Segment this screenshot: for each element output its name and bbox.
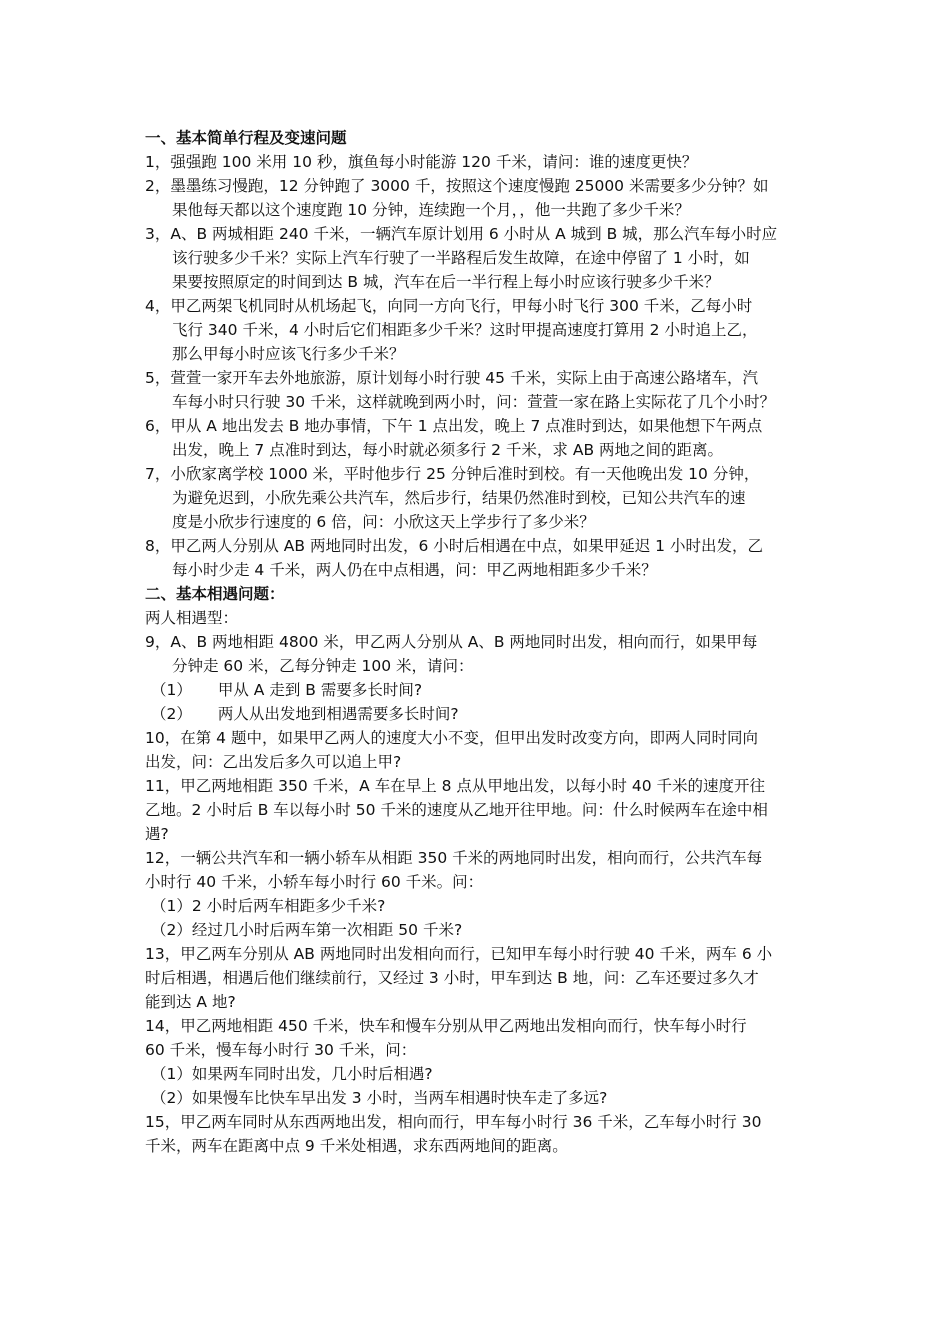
problem-line: 13，甲乙两车分别从 AB 两地同时出发相向而行，已知甲车每小时行驶 40 千米，两车 6 小 — [145, 945, 773, 963]
problem-line: 千米，两车在距离中点 9 千米处相遇，求东西两地间的距离。 — [145, 1137, 568, 1155]
section-2-title: 二、基本相遇问题： — [145, 585, 285, 603]
problem-14 — [145, 1014, 810, 1110]
problem-line: 飞行 340 千米，4 小时后它们相距多少千米？这时甲提高速度打算用 2 小时追上乙， — [172, 321, 758, 339]
problem-line: 4，甲乙两架飞机同时从机场起飞，向同一方向飞行，甲每小时飞行 300 千米，乙每小时 — [145, 297, 753, 315]
sub-question: （1）如果两车同时出发，几小时后相遇? — [151, 1065, 433, 1083]
problem-line: 能到达 A 地? — [145, 993, 236, 1011]
section-1-title: 一、基本简单行程及变速问题 — [145, 129, 347, 147]
document-content — [145, 126, 810, 1158]
problem-line: 出发，问：乙出发后多久可以追上甲? — [145, 753, 402, 771]
sub-question-number: （1） — [151, 681, 192, 699]
problem-line: 2，墨墨练习慢跑，12 分钟跑了 3000 千，按照这个速度慢跑 25000 米需要多少分钟？如 — [145, 177, 769, 195]
problem-line: 5，萱萱一家开车去外地旅游，原计划每小时行驶 45 千米，实际上由于高速公路堵车，汽 — [145, 369, 758, 387]
problem-line: 7，小欣家离学校 1000 米，平时他步行 25 分钟后准时到校。有一天他晚出发 10 分钟， — [145, 465, 760, 483]
problem-line: 14，甲乙两地相距 450 千米，快车和慢车分别从甲乙两地出发相向而行，快车每小时行 — [145, 1017, 747, 1035]
problem-line: 10，在第 4 题中，如果甲乙两人的速度大小不变，但甲出发时改变方向，即两人同时同向 — [145, 729, 758, 747]
problem-8 — [145, 534, 810, 582]
section-2-subtype: 两人相遇型： — [145, 609, 239, 627]
problem-line: 为避免迟到，小欣先乘公共汽车，然后步行，结果仍然准时到校，已知公共汽车的速 — [172, 489, 746, 507]
problem-12 — [145, 846, 810, 942]
problem-9 — [145, 630, 810, 726]
sub-question: （2）如果慢车比快车早出发 3 小时，当两车相遇时快车走了多远? — [151, 1089, 608, 1107]
problem-line: 每小时少走 4 千米，两人仍在中点相遇，问：甲乙两地相距多少千米？ — [172, 561, 657, 579]
problem-7 — [145, 462, 810, 534]
problem-line: 15，甲乙两车同时从东西两地出发，相向而行，甲车每小时行 36 千米，乙车每小时行 30 — [145, 1113, 762, 1131]
problem-1 — [145, 150, 810, 174]
problem-line: 8，甲乙两人分别从 AB 两地同时出发，6 小时后相遇在中点，如果甲延迟 1 小时出发，乙 — [145, 537, 763, 555]
sub-question-text: 甲从 A 走到 B 需要多长时间? — [217, 681, 423, 699]
problem-10 — [145, 726, 810, 774]
problem-4 — [145, 294, 810, 366]
problem-line: 遇? — [145, 825, 169, 843]
problem-line: 3，A、B 两城相距 240 千米，一辆汽车原计划用 6 小时从 A 城到 B 城，那么汽车每小时应 — [145, 225, 778, 243]
sub-question — [145, 678, 810, 702]
problem-line: 时后相遇，相遇后他们继续前行，又经过 3 小时，甲车到达 B 地，问：乙车还要过多久才 — [145, 969, 759, 987]
problem-line: 该行驶多少千米？实际上汽车行驶了一半路程后发生故障，在途中停留了 1 小时，如 — [172, 249, 750, 267]
problem-line: 小时行 40 千米，小轿车每小时行 60 千米。问： — [145, 873, 484, 891]
problem-line: 乙地。2 小时后 B 车以每小时 50 千米的速度从乙地开往甲地。问：什么时候两车在途中相 — [145, 801, 768, 819]
problem-2 — [145, 174, 810, 222]
problem-line: 出发，晚上 7 点准时到达，每小时就必须多行 2 千米，求 AB 两地之间的距离。 — [172, 441, 724, 459]
sub-question: （1）2 小时后两车相距多少千米? — [151, 897, 386, 915]
problem-11 — [145, 774, 810, 846]
problem-line: 12，一辆公共汽车和一辆小轿车从相距 350 千米的两地同时出发，相向而行，公共汽车每 — [145, 849, 763, 867]
sub-question — [145, 702, 810, 726]
sub-question-number: （2） — [151, 705, 192, 723]
problem-line: 分钟走 60 米，乙每分钟走 100 米，请问： — [172, 657, 474, 675]
problem-5 — [145, 366, 810, 414]
problem-line: 果他每天都以这个速度跑 10 分钟，连续跑一个月，，他一共跑了多少千米？ — [172, 201, 690, 219]
problem-line: 度是小欣步行速度的 6 倍，问：小欣这天上学步行了多少米？ — [172, 513, 595, 531]
problem-line: 9，A、B 两地相距 4800 米，甲乙两人分别从 A、B 两地同时出发，相向而行，如果甲每 — [145, 633, 758, 651]
sub-question: （2）经过几小时后两车第一次相距 50 千米? — [151, 921, 463, 939]
problem-line: 果要按照原定的时间到达 B 城，汽车在后一半行程上每小时应该行驶多少千米？ — [172, 273, 720, 291]
problem-line: 那么甲每小时应该飞行多少千米？ — [172, 345, 405, 363]
problem-line: 车每小时只行驶 30 千米，这样就晚到两小时，问：萱萱一家在路上实际花了几个小时？ — [172, 393, 776, 411]
problem-line: 1，强强跑 100 米用 10 秒，旗鱼每小时能游 120 千米，请问：谁的速度更快？ — [145, 153, 698, 171]
problem-6 — [145, 414, 810, 462]
problem-3 — [145, 222, 810, 294]
sub-question-text: 两人从出发地到相遇需要多长时间? — [217, 705, 459, 723]
problem-line: 6，甲从 A 地出发去 B 地办事情，下午 1 点出发，晚上 7 点准时到达，如果他想下午两点 — [145, 417, 763, 435]
problem-13 — [145, 942, 810, 1014]
problem-line: 60 千米，慢车每小时行 30 千米，问： — [145, 1041, 417, 1059]
problem-15 — [145, 1110, 810, 1158]
problem-line: 11，甲乙两地相距 350 千米，A 车在早上 8 点从甲地出发，以每小时 40 千米的速度开往 — [145, 777, 765, 795]
